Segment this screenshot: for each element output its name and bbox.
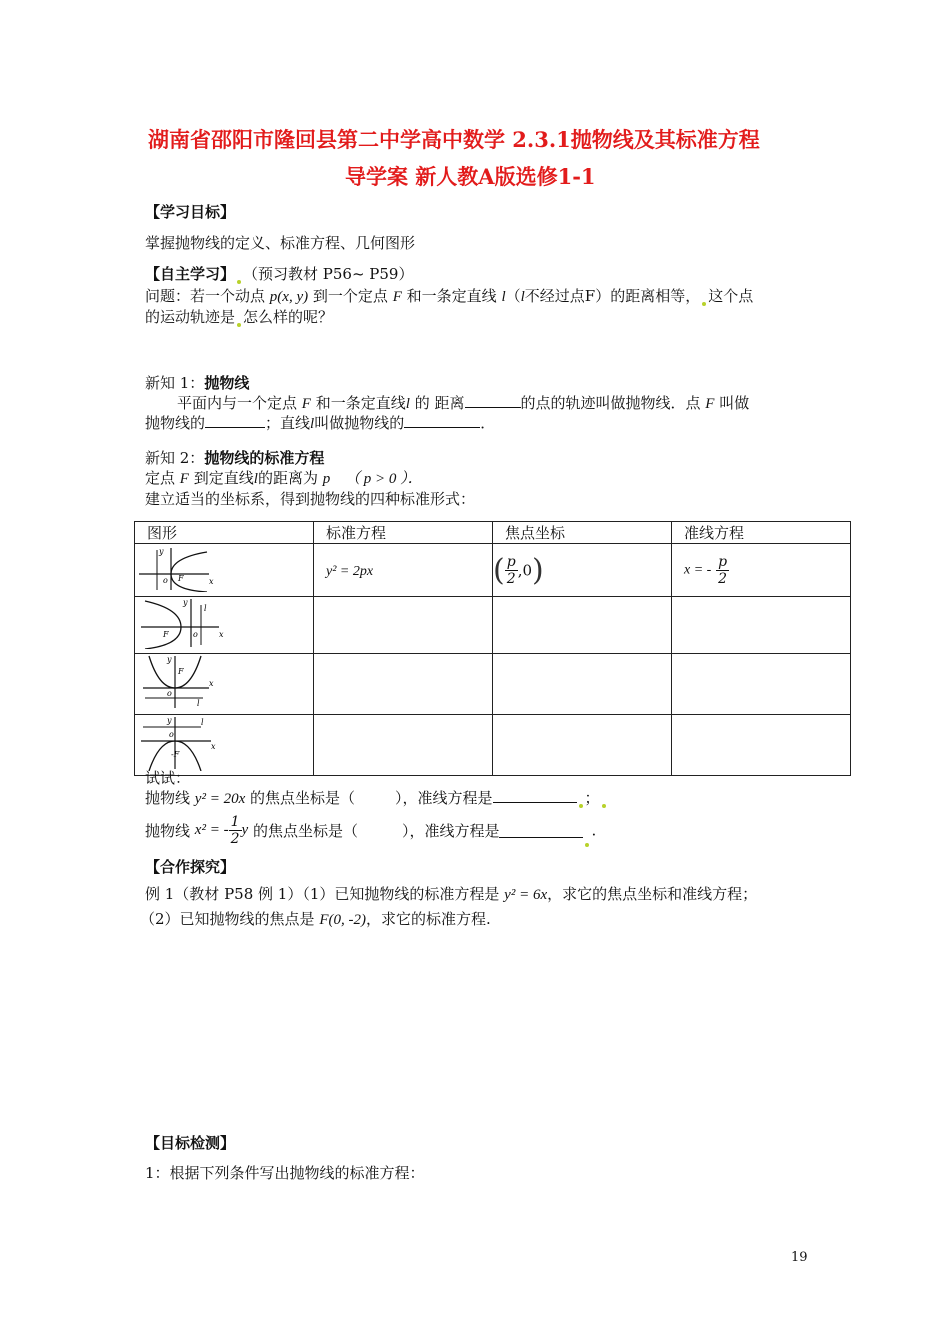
focus-den: 2 xyxy=(506,570,516,587)
directrix-lhs: x = - xyxy=(684,562,712,577)
coop-text-a: 例 1（教材 P58 例 1）（1）已知抛物线的标准方程是 xyxy=(145,885,500,903)
axis-x-label: x xyxy=(209,577,214,586)
directrix-label: l xyxy=(201,718,204,727)
k1-line1 xyxy=(177,392,749,413)
q-line2: l xyxy=(520,289,525,305)
trial2-text-a: 抛物线 xyxy=(145,822,191,840)
k1-text-e: 叫做 xyxy=(719,394,750,412)
k1-heading xyxy=(145,372,249,393)
focus-label: -F xyxy=(171,750,180,759)
origin-label: o xyxy=(169,730,174,739)
q-text-d: （ xyxy=(505,287,521,305)
directrix-label: l xyxy=(197,699,200,708)
axis-x-label: x xyxy=(219,630,224,639)
coop-heading: 【合作探究】 xyxy=(145,858,236,876)
trial2-den: 2 xyxy=(230,831,240,847)
k1-blank-directrix[interactable] xyxy=(404,413,480,428)
coop-equation: y² = 6x xyxy=(504,887,548,903)
equation-cell-empty[interactable] xyxy=(314,715,493,776)
directrix-cell-empty[interactable] xyxy=(672,654,851,715)
directrix-cell xyxy=(672,544,851,597)
selfstudy-question-line2 xyxy=(145,306,333,327)
k2-line1 xyxy=(145,467,423,488)
k2-p: p xyxy=(322,471,331,487)
k1-line: l xyxy=(405,396,410,412)
focus-cell-empty[interactable] xyxy=(493,654,672,715)
q-text-f: 这个点 xyxy=(708,287,754,305)
focus-label: F xyxy=(178,667,184,676)
k2-text-b: 到定直线 xyxy=(193,469,254,487)
directrix-label: l xyxy=(204,604,207,613)
q2-text-b: 怎么样的呢？ xyxy=(243,308,334,326)
check-heading: 【目标检测】 xyxy=(145,1134,236,1152)
q-text-a: 问题：若一个动点 xyxy=(145,287,266,305)
k1-label: 新知 1： xyxy=(145,374,205,392)
directrix-cell-empty[interactable] xyxy=(672,597,851,654)
header-graph: 图形 xyxy=(135,522,314,544)
directrix-cell-empty[interactable] xyxy=(672,715,851,776)
graph-cell-up-opening xyxy=(135,654,314,715)
parabola-down-graph xyxy=(135,715,219,771)
origin-label: o xyxy=(163,576,168,585)
right-paren: ) xyxy=(532,552,544,588)
coop2-point: F(0, -2) xyxy=(319,912,366,928)
table-row xyxy=(135,654,851,715)
origin-label: o xyxy=(167,689,172,698)
q-text-b: 到一个定点 xyxy=(312,287,388,305)
coop2-text-b: ，求它的标准方程. xyxy=(365,910,491,928)
coop-example-line2 xyxy=(140,908,491,929)
focus-num: p xyxy=(506,553,516,570)
standard-forms-table xyxy=(134,521,851,776)
graph-cell-right-opening xyxy=(135,544,314,597)
header-focus: 焦点坐标 xyxy=(493,522,672,544)
trial2-fraction xyxy=(229,814,242,847)
focus-cell-empty[interactable] xyxy=(493,715,672,776)
directrix-fraction xyxy=(716,554,729,587)
selfstudy-heading-line xyxy=(145,263,413,284)
table-row xyxy=(135,544,851,597)
k1-line2 xyxy=(145,412,495,433)
marker-dot-icon xyxy=(237,280,241,284)
focus-fraction xyxy=(505,554,518,587)
trial1-equation: y² = 20x xyxy=(194,791,246,807)
coop-text-b: ，求它的焦点坐标和准线方程； xyxy=(547,885,758,903)
selfstudy-note: （预习教材 P56~ P59） xyxy=(243,265,414,283)
q-point: p(x, y) xyxy=(269,289,309,305)
check-item1: 1：根据下列条件写出抛物线的标准方程： xyxy=(145,1164,425,1182)
goals-heading: 【学习目标】 xyxy=(145,203,236,221)
selfstudy-heading: 【自主学习】 xyxy=(145,265,236,283)
k1-focus2: F xyxy=(705,396,715,412)
marker-dot-icon xyxy=(579,804,583,808)
equation-y2-2px: y² = 2px xyxy=(326,563,374,579)
coop2-text-a: （2）已知抛物线的焦点是 xyxy=(140,910,315,928)
k1-line3: l xyxy=(310,416,315,432)
k1-text-d: 的点的轨迹叫做抛物线．点 xyxy=(520,394,701,412)
goals-text: 掌握抛物线的定义、标准方程、几何图形 xyxy=(145,234,416,252)
marker-dot-icon xyxy=(237,323,241,327)
k1-text-h: 叫做抛物线的 xyxy=(314,414,405,432)
q-text-e: 不经过点F）的距离相等， xyxy=(524,287,701,305)
marker-dot-icon xyxy=(602,804,606,808)
trial-line2 xyxy=(145,814,596,847)
trial2-equation-rhs: y xyxy=(241,822,249,838)
q2-text-a: 的运动轨迹是 xyxy=(145,308,236,326)
trial1-text-c: ），准线方程是 xyxy=(395,789,493,807)
header-equation: 标准方程 xyxy=(314,522,493,544)
trial-label: 试试： xyxy=(145,769,191,787)
k2-line: l xyxy=(253,471,258,487)
table-row xyxy=(135,597,851,654)
focus-cell xyxy=(493,544,672,597)
equation-cell xyxy=(314,544,493,597)
focus-cell-empty[interactable] xyxy=(493,597,672,654)
directrix-num: p xyxy=(718,553,728,570)
focus-label: F xyxy=(178,574,184,583)
parabola-up-graph xyxy=(135,654,215,710)
marker-dot-icon xyxy=(585,843,589,847)
axis-y-label: y xyxy=(159,547,164,556)
focus-rest: ,0 xyxy=(517,561,532,579)
k2-heading xyxy=(145,447,324,468)
k1-text-i: ． xyxy=(480,414,496,432)
parabola-left-graph xyxy=(135,597,225,649)
k1-text-g: ；直线 xyxy=(265,414,311,432)
trial2-text-b: 的焦点坐标是（ xyxy=(252,822,358,840)
trial1-directrix-blank[interactable] xyxy=(493,788,577,803)
trial1-text-d: ； xyxy=(584,789,600,807)
k1-text-c: 的 距离 xyxy=(414,394,465,412)
doc-title-line1: 湖南省邵阳市隆回县第二中学高中数学 2.3.1抛物线及其标准方程 xyxy=(148,127,760,152)
k2-text-c: 的距离为 xyxy=(257,469,318,487)
k2-label: 新知 2： xyxy=(145,449,205,467)
equation-cell-empty[interactable] xyxy=(314,597,493,654)
header-directrix: 准线方程 xyxy=(672,522,851,544)
q-text-c: 和一条定直线 xyxy=(406,287,497,305)
k1-focus: F xyxy=(301,396,311,412)
coop-example-line1 xyxy=(145,883,757,904)
table-row xyxy=(135,715,851,776)
directrix-den: 2 xyxy=(718,570,728,587)
q-focus: F xyxy=(392,289,402,305)
trial2-text-c: ），准线方程是 xyxy=(401,822,500,840)
k2-text-a: 定点 xyxy=(145,469,176,487)
trial-line1 xyxy=(145,787,608,808)
trial2-num: 1 xyxy=(230,814,240,830)
k1-blank-focus[interactable] xyxy=(205,413,265,428)
axis-y-label: y xyxy=(167,716,172,725)
selfstudy-question-line1 xyxy=(145,285,753,306)
trial1-text-b: 的焦点坐标是（ xyxy=(250,789,356,807)
focus-label: F xyxy=(163,630,169,639)
k1-text-f: 抛物线的 xyxy=(145,414,206,432)
q-line: l xyxy=(501,289,506,305)
page-number: 19 xyxy=(791,1250,808,1265)
axis-x-label: x xyxy=(211,742,216,751)
axis-y-label: y xyxy=(183,598,188,607)
k1-text-b: 和一条定直线 xyxy=(315,394,406,412)
origin-label: o xyxy=(193,630,198,639)
k2-condition: （ p > 0 ）． xyxy=(345,471,423,487)
table-header-row xyxy=(135,522,851,544)
graph-cell-left-opening xyxy=(135,597,314,654)
trial2-directrix-blank[interactable] xyxy=(499,823,583,838)
k2-focus: F xyxy=(179,471,189,487)
marker-dot-icon xyxy=(702,302,706,306)
axis-y-label: y xyxy=(167,655,172,664)
doc-title-line2: 导学案 新人教A版选修1-1 xyxy=(345,164,596,189)
k2-title: 抛物线的标准方程 xyxy=(204,449,325,467)
trial2-text-d: . xyxy=(591,821,597,840)
axis-x-label: x xyxy=(209,679,214,688)
k1-title: 抛物线 xyxy=(204,374,250,392)
trial2-equation-lhs: x² = - xyxy=(194,822,229,838)
k1-blank-distance[interactable] xyxy=(465,393,521,408)
trial1-text-a: 抛物线 xyxy=(145,789,191,807)
equation-cell-empty[interactable] xyxy=(314,654,493,715)
k2-line2: 建立适当的坐标系，得到抛物线的四种标准形式： xyxy=(145,490,476,508)
left-paren: ( xyxy=(493,552,505,588)
k1-text-a: 平面内与一个定点 xyxy=(177,394,298,412)
parabola-right-graph xyxy=(135,544,215,592)
